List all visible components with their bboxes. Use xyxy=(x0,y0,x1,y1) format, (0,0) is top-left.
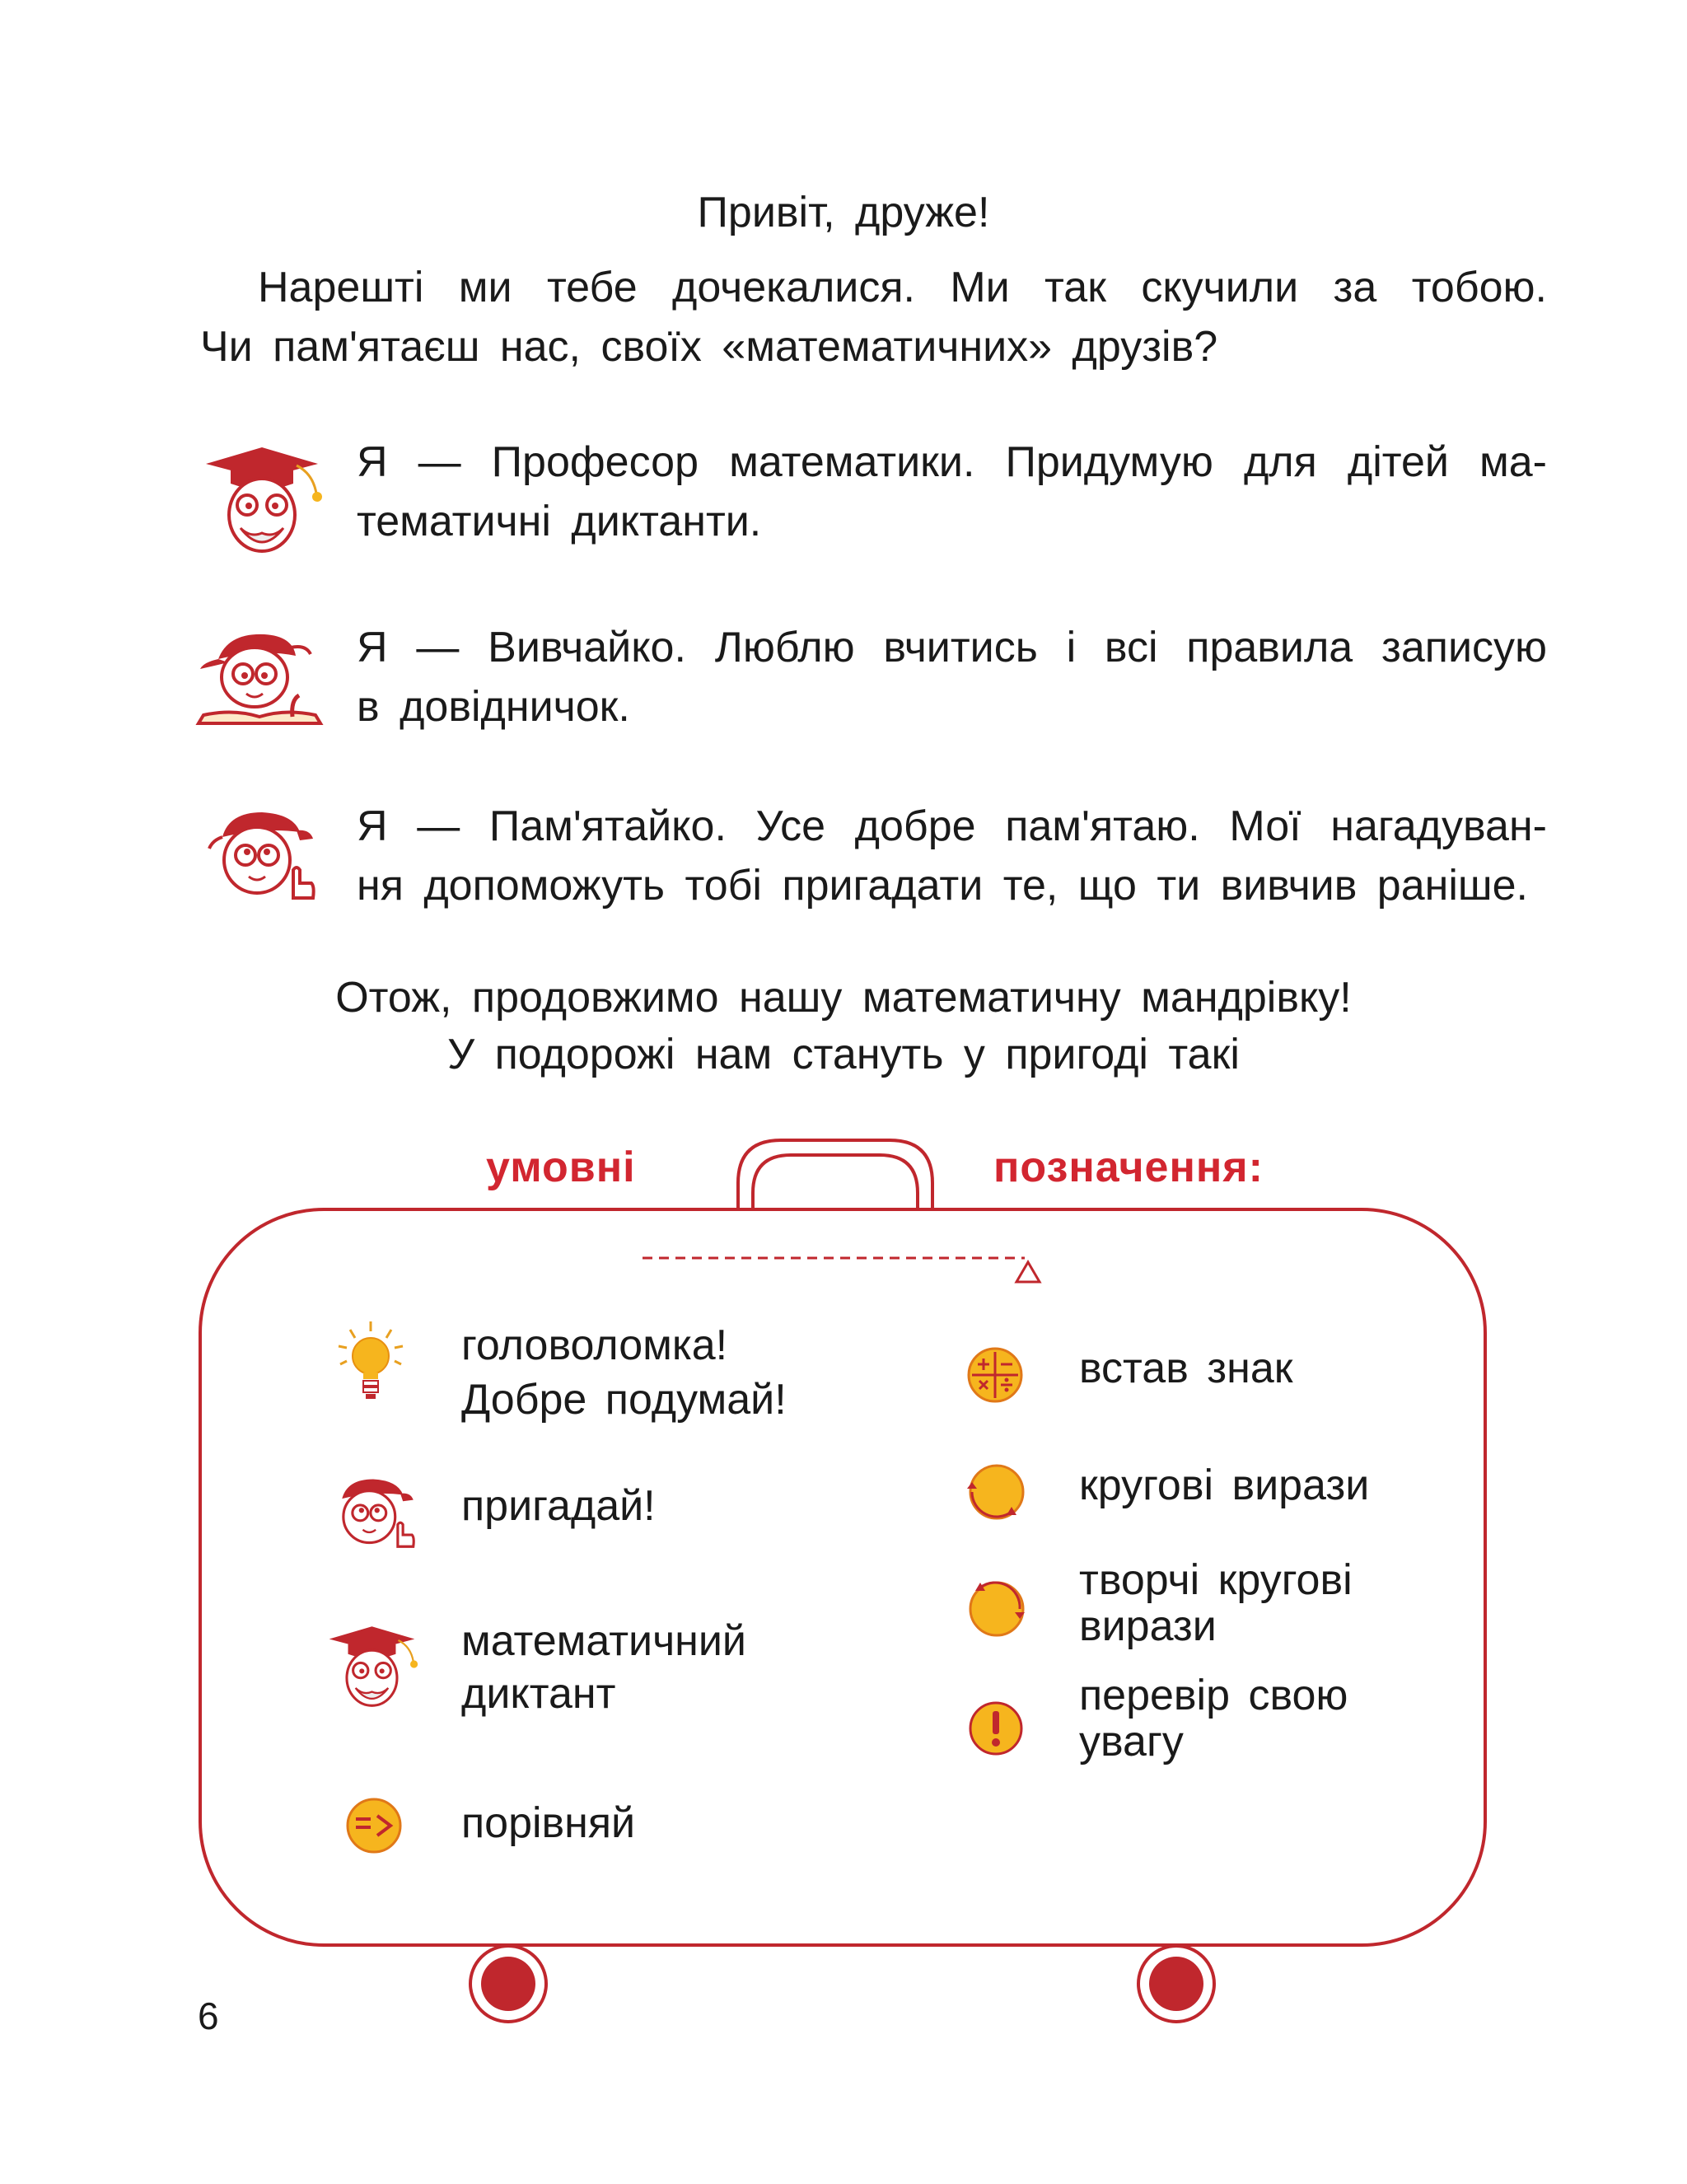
legend-check-attention: перевір свою увагу xyxy=(1079,1672,1348,1765)
suitcase-wheel-left xyxy=(470,1946,546,2022)
exclamation-icon xyxy=(967,1700,1025,1757)
suitcase-wheel-right xyxy=(1138,1946,1214,2022)
compare-icon xyxy=(344,1796,404,1855)
greeting: Привіт, друже! xyxy=(697,189,990,236)
legend-title-left: умовні xyxy=(486,1143,636,1191)
vyvchaiko-text: Я — Вивчайко. Люблю вчитись і всі правила записую в довідничок. xyxy=(357,624,1547,731)
legend-title-right: позначення: xyxy=(993,1143,1264,1191)
pamiataiko-icon xyxy=(328,1475,418,1550)
legend-compare: порівняй xyxy=(461,1799,636,1847)
journey-line-1: Отож, продовжимо нашу математичну мандрівку! xyxy=(335,974,1352,1022)
legend-dictation: математичний диктант xyxy=(461,1617,746,1718)
professor-text: Я — Професор математики. Придумую для дітей ма- тематичні диктанти. xyxy=(357,438,1547,545)
creative-circular-icon xyxy=(962,1578,1028,1640)
intro-line-1: Нарешті ми тебе дочекалися. Ми так скучили за тобою. xyxy=(258,264,1547,311)
intro-line-2: Чи пам'ятаєш нас, своїх «математичних» друзів? xyxy=(200,323,1218,371)
legend-insert-sign: встав знак xyxy=(1079,1345,1293,1392)
math-signs-icon xyxy=(965,1345,1025,1405)
legend-circular: кругові вирази xyxy=(1079,1461,1370,1509)
pamiataiko-text: Я — Пам'ятайко. Усе добре пам'ятаю. Мої нагадуван- ня допоможуть тобі пригадати те, що ти вивчив раніше. xyxy=(357,802,1547,910)
page-number: 6 xyxy=(198,1995,219,2037)
journey-line-2: У подорожі нам стануть у пригоді такі xyxy=(447,1031,1240,1078)
legend-remember: пригадай! xyxy=(461,1482,656,1530)
legend-puzzle: головоломка! Добре подумай! xyxy=(461,1321,787,1424)
legend-creative-circular: творчі кругові вирази xyxy=(1079,1556,1353,1650)
professor-icon xyxy=(323,1621,423,1709)
circular-icon xyxy=(962,1461,1028,1523)
lightbulb-icon xyxy=(334,1318,408,1409)
